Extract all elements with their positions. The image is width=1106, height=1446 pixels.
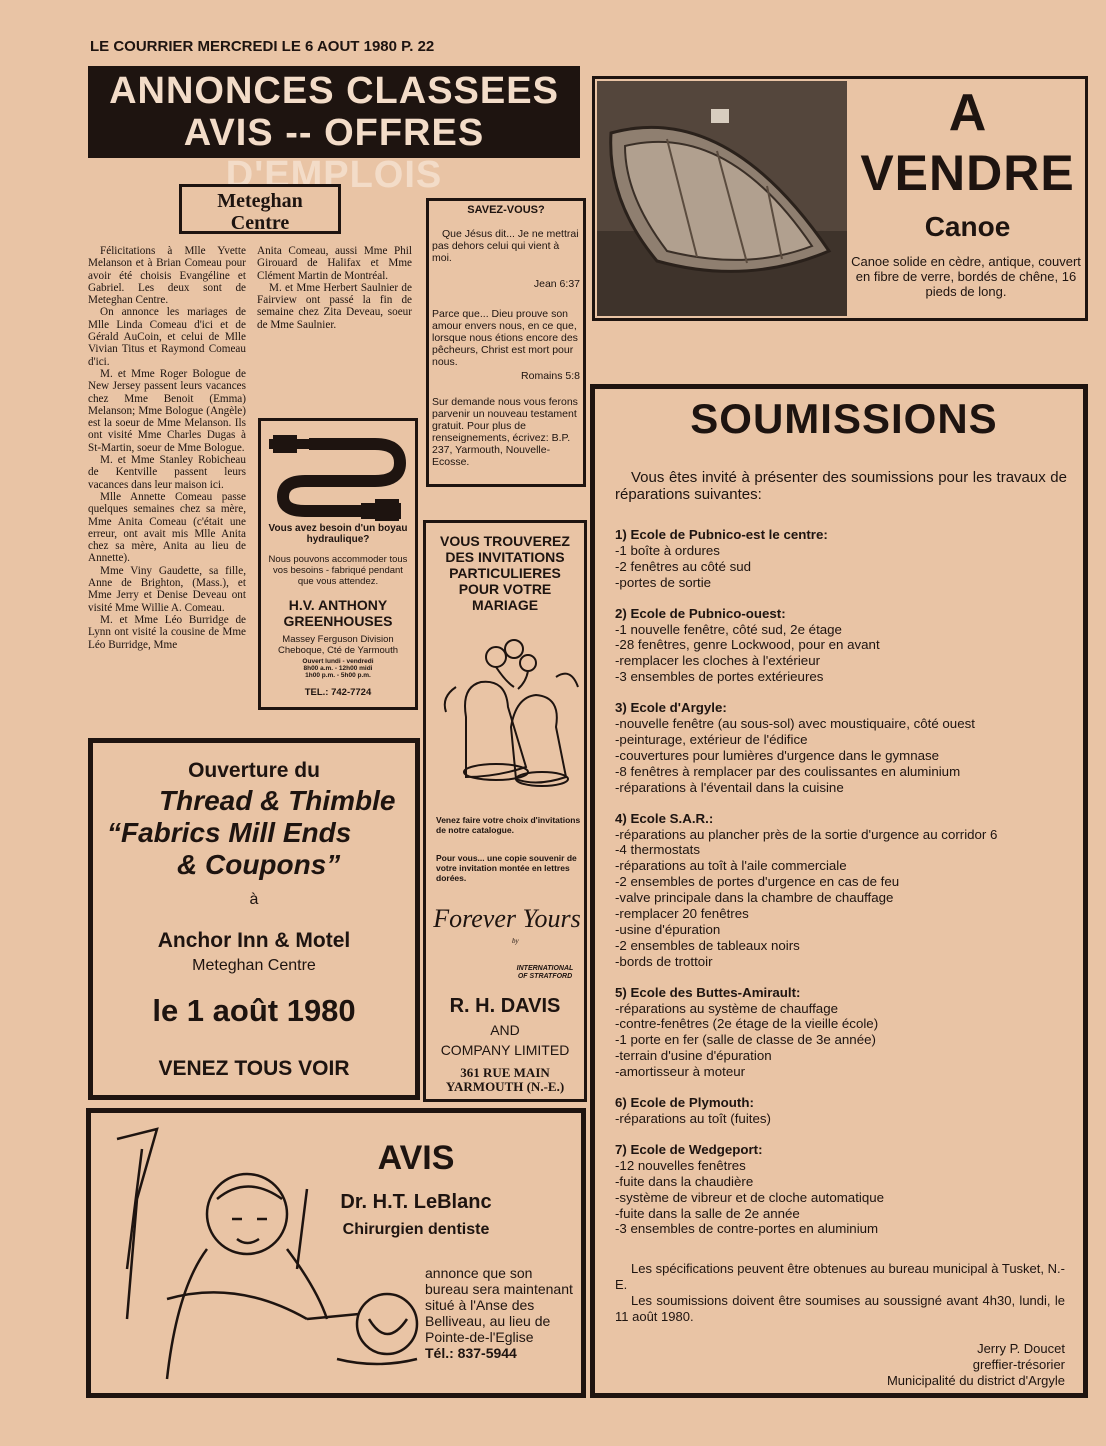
thread-at: à bbox=[249, 891, 259, 908]
news-paragraph: M. et Mme Stanley Robicheau de Kentville passent leurs vacances dans leur maison ici. bbox=[88, 454, 246, 491]
news-paragraph: Anita Comeau, aussi Mme Phil Girouard de Halifax et Mme Clément Martin de Montréal. bbox=[257, 245, 412, 282]
school-name: 6) Ecole de Plymouth: bbox=[615, 1095, 754, 1111]
meteghan-title-2: Centre bbox=[230, 212, 290, 234]
repair-item: -3 ensembles de contre-portes en aluminium bbox=[615, 1221, 879, 1237]
canoe-photo bbox=[597, 81, 847, 316]
thread-fabrics: “Fabrics Mill Ends bbox=[107, 817, 352, 848]
school-name: 4) Ecole S.A.R.: bbox=[615, 810, 714, 826]
repair-item: -12 nouvelles fenêtres bbox=[615, 1157, 746, 1173]
avis-doctor-role: Chirurgien dentiste bbox=[342, 1221, 490, 1238]
thread-venue: Anchor Inn & Motel bbox=[157, 929, 351, 952]
repair-item: -2 ensembles de tableaux noirs bbox=[615, 937, 800, 953]
soumissions-signature bbox=[795, 1341, 1065, 1389]
repair-item: -1 nouvelle fenêtre, côté sud, 2e étage bbox=[615, 621, 842, 637]
repair-item: -8 fenêtres à remplacer par des coulissantes en aluminium bbox=[615, 763, 961, 779]
repair-item: -portes de sortie bbox=[615, 574, 712, 590]
avis-title: AVIS bbox=[377, 1139, 455, 1177]
school-name: 3) Ecole d'Argyle: bbox=[615, 700, 727, 716]
school-block bbox=[615, 1142, 1075, 1237]
repair-item: -remplacer 20 fenêtres bbox=[615, 906, 749, 922]
repair-item: -terrain d'usine d'épuration bbox=[615, 1048, 772, 1064]
repair-item: -réparations au toît à l'aile commerciale bbox=[615, 858, 847, 874]
repair-item: -bords de trottoir bbox=[615, 953, 713, 969]
avis-phone: Tél.: 837-5944 bbox=[425, 1345, 517, 1361]
repair-item: -réparations au toît (fuites) bbox=[615, 1111, 771, 1126]
news-paragraph: Mme Viny Gaudette, sa fille, Anne de Brighton, (Mass.), et Mme Jerry et Denise Deveau ont visité Mme Willie A. Comeau. bbox=[88, 564, 246, 614]
school-name: 5) Ecole des Buttes-Amirault: bbox=[615, 984, 801, 1000]
anthony-name-2: GREENHOUSES bbox=[283, 613, 393, 629]
repair-item: -3 ensembles de portes extérieures bbox=[615, 669, 824, 685]
anthony-hours-1: Ouvert lundi - vendredi bbox=[302, 658, 374, 665]
intl-line-1: INTERNATIONAL bbox=[516, 965, 574, 972]
international-stratford bbox=[510, 965, 580, 981]
repair-item: -1 porte en fer (salle de classe de 3e année) bbox=[615, 1032, 876, 1048]
avis-dentist-ad bbox=[86, 1108, 586, 1398]
repair-item: -2 fenêtres au côté sud bbox=[615, 558, 752, 574]
repair-item: -système de vibreur et de cloche automatique bbox=[615, 1189, 885, 1205]
wedding-invitations-ad bbox=[423, 520, 587, 1102]
thread-name: Thread & Thimble bbox=[159, 785, 396, 816]
schools-list bbox=[615, 527, 1075, 1252]
for-sale-description: Canoe solide en cèdre, antique, couvert en fibre de verre, bordés de chêne, 16 pieds de long. bbox=[851, 254, 1081, 299]
avis-doctor-name: Dr. H.T. LeBlanc bbox=[340, 1191, 492, 1213]
savez-quote-1: Que Jésus dit... Je ne mettrai pas dehors celui qui vient à moi. bbox=[432, 228, 579, 264]
soumissions-intro: Vous êtes invité à présenter des soumissions pour les travaux de réparations suivantes: bbox=[615, 469, 1067, 503]
savez-quote-2: Parce que... Dieu prouve son amour envers nous, en ce que, lorsque nous étions encore des pêcheurs, Christ est mort pour nous. bbox=[432, 308, 578, 368]
repair-item: -couvertures pour lumières d'urgence dans le gymnase bbox=[615, 747, 940, 763]
page-folio: LE COURRIER MERCREDI LE 6 AOUT 1980 P. 22 bbox=[90, 38, 435, 55]
forever-yours-by: by bbox=[512, 937, 519, 945]
repair-item: -fuite dans la salle de 2e année bbox=[615, 1205, 800, 1221]
soumissions-specs: Les spécifications peuvent être obtenues au bureau municipal à Tusket, N.-E. bbox=[615, 1261, 1065, 1292]
section-banner bbox=[88, 66, 580, 196]
thread-coupons: & Coupons” bbox=[177, 849, 341, 880]
school-block bbox=[615, 811, 1075, 970]
news-paragraph: Mlle Annette Comeau passe quelques semaines chez sa mère, Mme Anita Comeau (c'était une erreur, ont avait mis Mlle Anita chez sa mère, Anita au lieu de Annette). bbox=[88, 490, 246, 565]
anthony-name-1: H.V. ANTHONY bbox=[288, 597, 388, 613]
invitations-line-2: DES INVITATIONS bbox=[445, 549, 565, 565]
savez-ref-1: Jean 6:37 bbox=[533, 278, 580, 290]
soumissions-deadline: Les soumissions doivent être soumises au soussigné avant 4h30, lundi, le 11 août 1980. bbox=[615, 1293, 1065, 1324]
avis-line-4: Belliveau, au lieu de bbox=[425, 1313, 551, 1329]
school-name: 1) Ecole de Pubnico-est le centre: bbox=[615, 527, 828, 542]
invitations-line-3: PARTICULIERES bbox=[449, 565, 561, 581]
invitations-headline bbox=[428, 533, 582, 613]
repair-item: -valve principale dans la chambre de chauffage bbox=[615, 890, 894, 906]
thread-place: Meteghan Centre bbox=[192, 957, 316, 974]
repair-item: -4 thermostats bbox=[615, 842, 700, 858]
thread-date: le 1 août 1980 bbox=[152, 993, 356, 1028]
rh-davis-and: AND bbox=[490, 1022, 520, 1038]
anthony-division: Massey Ferguson Division bbox=[282, 634, 394, 645]
for-sale-vendre: VENDRE bbox=[860, 145, 1075, 201]
repair-item: -réparations à l'éventail dans la cuisine bbox=[615, 779, 844, 795]
for-sale-item: Canoe bbox=[924, 211, 1011, 242]
savez-ref-2: Romains 5:8 bbox=[521, 370, 580, 382]
rh-davis-company: COMPANY LIMITED bbox=[440, 1042, 570, 1058]
avis-line-3: situé à l'Anse des bbox=[425, 1297, 535, 1313]
meteghan-column-2 bbox=[257, 245, 412, 331]
news-paragraph: M. et Mme Léo Burridge de Lynn ont visité la cousine de Mme Léo Burridge, Mme bbox=[88, 613, 246, 651]
meteghan-title-1: Meteghan bbox=[217, 190, 303, 212]
school-block bbox=[615, 606, 1075, 686]
hydraulic-hose-illustration bbox=[265, 425, 411, 521]
repair-item: -nouvelle fenêtre (au sous-sol) avec moustiquaire, côté ouest bbox=[615, 716, 975, 732]
news-paragraph: M. et Mme Herbert Saulnier de Fairview ont passé la fin de semaine chez Zita Deveau, soeur de Mme Saulnier. bbox=[257, 281, 412, 331]
meteghan-column-1 bbox=[88, 245, 246, 651]
rh-davis-name: R. H. DAVIS bbox=[449, 995, 561, 1017]
repair-item: -usine d'épuration bbox=[615, 921, 721, 937]
soumissions-notice bbox=[590, 384, 1088, 1398]
intl-line-2: OF STRATFORD bbox=[517, 973, 573, 980]
anthony-question: Vous avez besoin d'un boyau hydraulique? bbox=[268, 523, 408, 545]
savez-quote-3: Sur demande nous vous ferons parvenir un nouveau testament gratuit. Pour plus de renseignements, écrivez: B.P. 237, Yarmouth, Nouvelle-Ecosse. bbox=[432, 396, 578, 468]
signer-name: Jerry P. Doucet bbox=[977, 1341, 1065, 1356]
signer-org: Municipalité du district d'Argyle bbox=[886, 1373, 1065, 1388]
savez-title: SAVEZ-VOUS? bbox=[467, 204, 545, 216]
repair-item: -réparations au plancher près de la sortie d'urgence au corridor 6 bbox=[615, 826, 998, 842]
thread-cta: VENEZ TOUS VOIR bbox=[158, 1057, 350, 1080]
repair-item: -contre-fenêtres (2e étage de la vieille école) bbox=[615, 1016, 879, 1032]
repair-item: -peinturage, extérieur de l'édifice bbox=[615, 731, 808, 747]
anthony-greenhouses-ad bbox=[258, 418, 418, 710]
rh-davis-address-1: 361 RUE MAIN bbox=[460, 1065, 550, 1080]
banner-line-2: AVIS -- OFFRES D'EMPLOIS bbox=[183, 112, 485, 196]
avis-line-1: annonce que son bbox=[425, 1265, 533, 1281]
thread-thimble-ad bbox=[88, 738, 420, 1100]
invitations-catalogue-text: Venez faire votre choix d'invitations de notre catalogue. bbox=[436, 815, 581, 835]
anthony-hours-3: 1h00 p.m. - 5h00 p.m. bbox=[305, 672, 371, 679]
school-block bbox=[615, 527, 1075, 591]
anthony-hours-2: 8h00 a.m. - 12h00 midi bbox=[303, 665, 373, 672]
repair-item: -2 ensembles de portes d'urgence en cas de feu bbox=[615, 874, 900, 890]
repair-item: -réparations au système de chauffage bbox=[615, 1000, 838, 1016]
savez-vous-box bbox=[426, 198, 586, 487]
repair-item: -28 fenêtres, genre Lockwood, pour en avant bbox=[615, 637, 880, 653]
news-paragraph: M. et Mme Roger Bologue de New Jersey passent leurs vacances chez Mme Benoit (Emma) Melanson; Mme Bologue (Angèle) est la soeur de Mme Melanson. Ils ont visité Mme Charles Dugas à St-Martin, soeur de Mme Bologue. bbox=[88, 367, 246, 454]
repair-item: -amortisseur à moteur bbox=[615, 1064, 746, 1080]
news-paragraph: Félicitations à Mlle Yvette Melanson et à Brian Comeau pour avoir été choisis Evangéline et Gabriel. Les deux sont de Meteghan Centre. bbox=[88, 245, 246, 307]
school-block bbox=[615, 700, 1075, 795]
invitations-line-4: POUR VOTRE bbox=[458, 581, 552, 597]
invitations-souvenir-text: Pour vous... une copie souvenir de votre invitation montée en lettres dorées. bbox=[436, 853, 577, 883]
invitations-line-5: MARIAGE bbox=[471, 597, 539, 613]
for-sale-a: A bbox=[948, 84, 987, 142]
wedding-bells-illustration bbox=[436, 627, 582, 797]
news-paragraph: On annonce les mariages de Mlle Linda Comeau d'ici et de Gérald AuCoin, et celui de Mlle Vivian Titus et Raymond Comeau d'ici. bbox=[88, 306, 246, 368]
anthony-body: Nous pouvons accommoder tous vos besoins - fabriqué pendant que vous attendez. bbox=[268, 554, 408, 587]
school-name: 7) Ecole de Wedgeport: bbox=[615, 1141, 763, 1157]
avis-line-5: Pointe-de-l'Eglise bbox=[425, 1329, 534, 1345]
school-name: 2) Ecole de Pubnico-ouest: bbox=[615, 605, 786, 621]
school-block bbox=[615, 985, 1075, 1080]
anthony-location: Cheboque, Cté de Yarmouth bbox=[277, 645, 399, 656]
signer-title: greffier-trésorier bbox=[972, 1357, 1065, 1372]
avis-line-2: bureau sera maintenant bbox=[425, 1281, 573, 1297]
repair-item: -1 boîte à ordures bbox=[615, 542, 720, 558]
invitations-line-1: VOUS TROUVEREZ bbox=[440, 533, 570, 549]
soumissions-title: SOUMISSIONS bbox=[690, 395, 998, 442]
for-sale-ad bbox=[592, 76, 1088, 321]
repair-item: -fuite dans la chaudière bbox=[615, 1173, 754, 1189]
thread-opening: Ouverture du bbox=[188, 759, 320, 782]
banner-line-1: ANNONCES CLASSEES bbox=[109, 70, 559, 112]
avis-announcement bbox=[425, 1265, 585, 1361]
meteghan-heading bbox=[179, 184, 341, 234]
anthony-phone: TEL.: 742-7724 bbox=[304, 687, 372, 698]
school-block bbox=[615, 1095, 1075, 1127]
repair-item: -remplacer les cloches à l'extérieur bbox=[615, 653, 821, 669]
forever-yours-logo: Forever Yours bbox=[433, 904, 581, 933]
rh-davis-address-2: YARMOUTH (N.-E.) bbox=[445, 1079, 565, 1094]
